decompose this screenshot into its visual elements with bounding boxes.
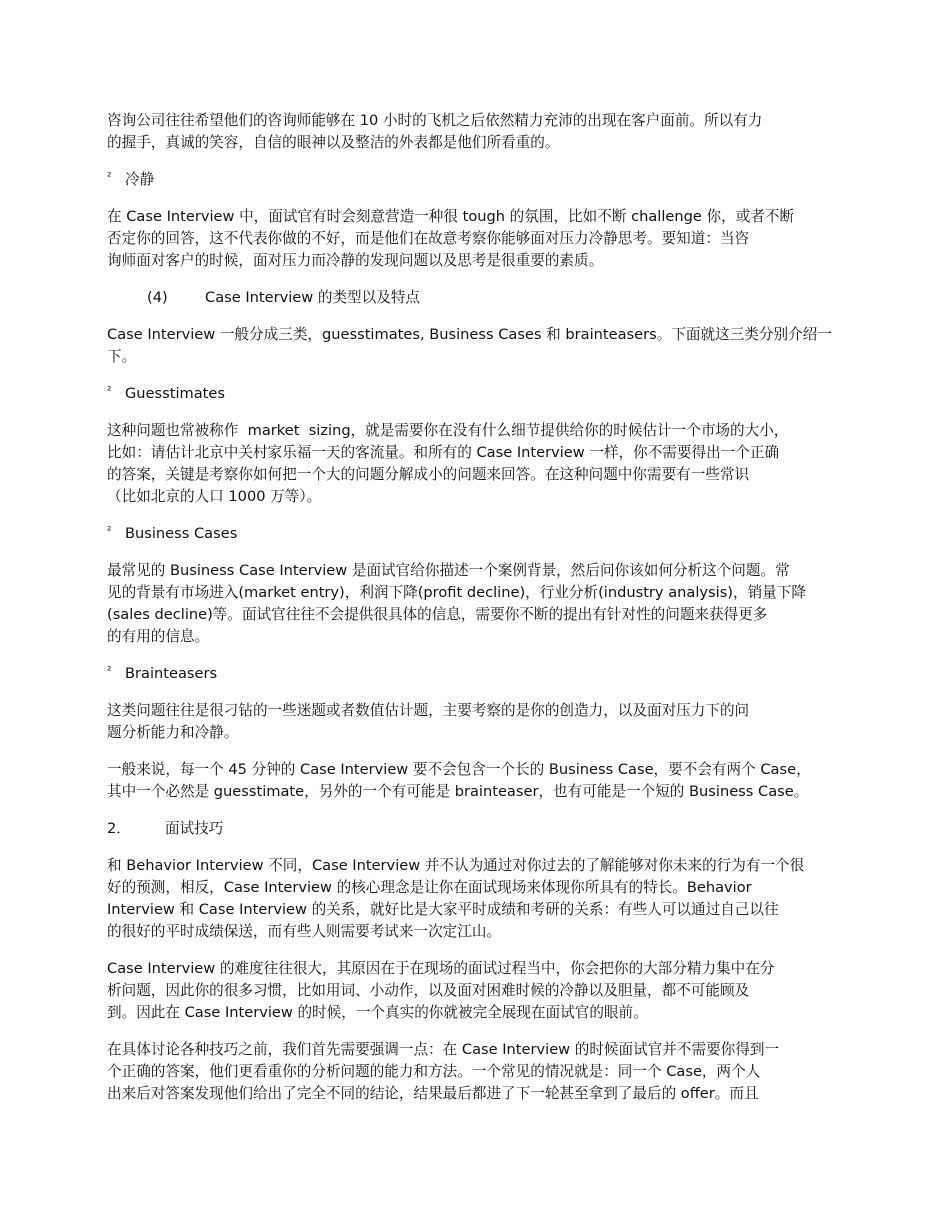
paragraph-business-cases — [107, 560, 872, 648]
paragraph-three-types — [107, 324, 872, 368]
text-line: 的握手，真诚的笑容，自信的眼神以及整洁的外表都是他们所看重的。 — [107, 134, 560, 151]
text-line: 比如：请估计北京中关村家乐福一天的客流量。和所有的 Case Interview 一样，你不需要得出一个正确 — [107, 444, 780, 461]
bullet-label: 冷静 — [125, 171, 155, 188]
text-line: Case Interview 一般分成三类，guesstimates, Business Cases 和 brainteasers。下面就这三类分别介绍一 — [107, 326, 832, 343]
text-line: 否定你的回答，这不代表你做的不好，而是他们在故意考察你能够面对压力冷静思考。要知道：当咨 — [107, 230, 750, 247]
text-line: 见的背景有市场进入(market entry)，利润下降(profit decline)，行业分析(industry analysis)，销量下降 — [107, 584, 806, 601]
text-line: 在 Case Interview 中，面试官有时会刻意营造一种很 tough 的氛围，比如不断 challenge 你，或者不断 — [107, 208, 795, 225]
text-line: 咨询公司往往希望他们的咨询师能够在 10 小时的飞机之后依然精力充沛的出现在客户面前。所以有力 — [107, 112, 763, 129]
paragraph-consultant-energy — [107, 110, 872, 154]
paragraph-brainteasers — [107, 700, 872, 744]
text-line: 题分析能力和冷静。 — [107, 724, 239, 741]
text-line: Interview 和 Case Interview 的关系，就好比是大家平时成绩和考研的关系：有些人可以通过自己以往 — [107, 901, 779, 918]
text-line: 到。因此在 Case Interview 的时候，一个真实的你就被完全展现在面试官的眼前。 — [107, 1004, 648, 1021]
text-line: 的很好的平时成绩保送，而有些人则需要考试来一次定江山。 — [107, 923, 502, 940]
bullet-label: Brainteasers — [125, 665, 218, 682]
text-line: 下。 — [107, 348, 137, 365]
text-line: 析问题，因此你的很多习惯，比如用词、小动作，以及面对困难时候的冷静以及胆量，都不可能顾及 — [107, 982, 750, 999]
text-line: 和 Behavior Interview 不同，Case Interview 并不认为通过对你过去的了解能够对你未来的行为有一个很 — [107, 857, 805, 874]
bullet-heading-business-cases — [107, 523, 872, 545]
text-line: Case Interview 的难度往往很大，其原因在于在现场的面试过程当中，你会把你的大部分精力集中在分 — [107, 960, 775, 977]
text-line: 好的预测，相反，Case Interview 的核心理念是让你在面试现场来体现你所具有的特长。Behavior — [107, 879, 752, 896]
paragraph-calm — [107, 206, 872, 272]
text-line: 的答案，关键是考察你如何把一个大的问题分解成小的问题来回答。在这种问题中你需要有一些常识 — [107, 466, 750, 483]
text-line: 这种问题也常被称作 market sizing，就是需要你在没有什么细节提供给你的时候估计一个市场的大小， — [107, 422, 789, 439]
paragraph-before-techniques — [107, 1039, 872, 1105]
paragraph-behavior-vs-case — [107, 855, 872, 943]
text-line: 的有用的信息。 — [107, 628, 210, 645]
bullet-label: Guesstimates — [125, 385, 225, 402]
bullet-label: Business Cases — [125, 525, 238, 542]
text-line: 其中一个必然是 guesstimate，另外的一个有可能是 brainteaser，也有可能是一个短的 Business Case。 — [107, 783, 809, 800]
section-number: 2． — [107, 820, 131, 837]
text-line: 这类问题往往是很刁钻的一些迷题或者数值估计题，主要考察的是你的创造力，以及面对压力下的问 — [107, 702, 750, 719]
text-line: 最常见的 Business Case Interview 是面试官给你描述一个案例背景，然后问你该如何分析这个问题。常 — [107, 562, 790, 579]
paragraph-difficulty — [107, 958, 872, 1024]
text-line: 个正确的答案，他们更看重你的分析问题的能力和方法。一个常见的情况就是：同一个 Case，两个人 — [107, 1063, 761, 1080]
text-line: 询师面对客户的时候，面对压力而冷静的发现问题以及思考是很重要的素质。 — [107, 252, 604, 269]
bullet-heading-guesstimates — [107, 383, 872, 405]
bullet-marker-icon: ² — [107, 384, 112, 397]
section-title: Case Interview 的类型以及特点 — [205, 289, 421, 306]
section-title: 面试技巧 — [165, 820, 224, 837]
paragraph-45-minutes — [107, 759, 872, 803]
text-line: 在具体讨论各种技巧之前，我们首先需要强调一点：在 Case Interview 的时候面试官并不需要你得到一 — [107, 1041, 780, 1058]
text-line: 出来后对答案发现他们给出了完全不同的结论，结果最后都进了下一轮甚至拿到了最后的 offer。而且 — [107, 1085, 759, 1102]
section-number: (4) — [147, 289, 168, 306]
text-line: （比如北京的人口 1000 万等）。 — [107, 488, 322, 505]
section-heading-types — [107, 287, 872, 309]
bullet-heading-brainteasers — [107, 663, 872, 685]
text-line: (sales decline)等。面试官往往不会提供很具体的信息，需要你不断的提出有针对性的问题来获得更多 — [107, 606, 768, 623]
bullet-marker-icon: ² — [107, 664, 112, 677]
section-heading-interview-skills — [107, 818, 872, 840]
bullet-heading-calm — [107, 169, 872, 191]
text-line: 一般来说，每一个 45 分钟的 Case Interview 要不会包含一个长的 Business Case，要不会有两个 Case， — [107, 761, 811, 778]
bullet-marker-icon: ² — [107, 170, 112, 183]
document-body — [107, 110, 872, 1120]
bullet-marker-icon: ² — [107, 524, 112, 537]
paragraph-guesstimates — [107, 420, 872, 508]
